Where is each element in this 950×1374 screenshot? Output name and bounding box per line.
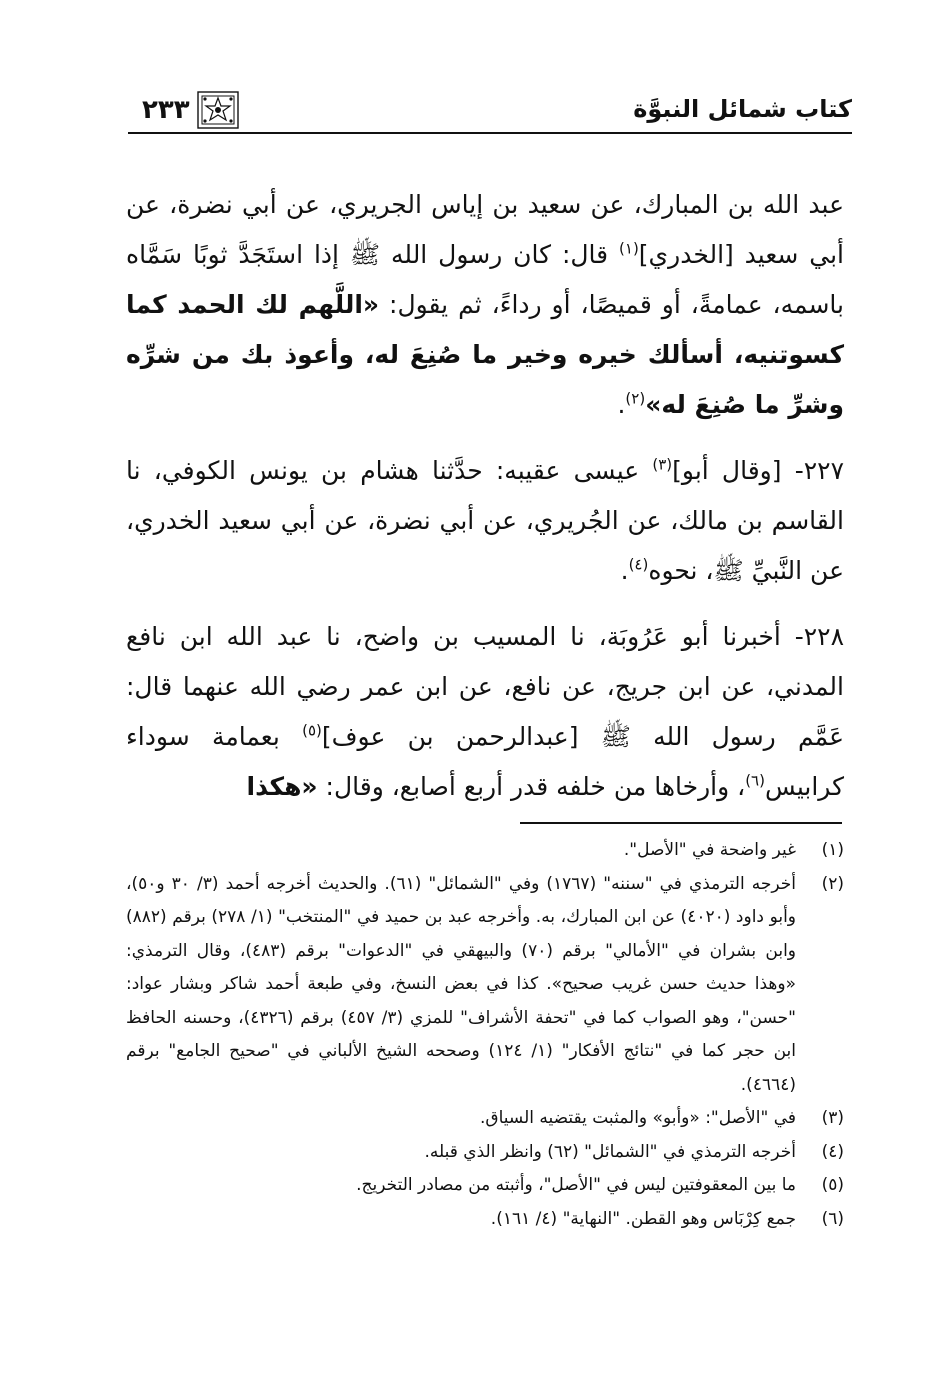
hadith-228 — [126, 612, 844, 812]
footnote-marker: (٢) — [821, 873, 844, 894]
footnote-ref[interactable]: (٤) — [628, 555, 649, 574]
footnote-text: أخرجه الترمذي في "الشمائل" (٦٢) وانظر الذي قبله. — [424, 1141, 796, 1162]
footnote-marker: (٥) — [821, 1175, 844, 1195]
footnote-divider — [520, 822, 842, 824]
footnote-ref[interactable]: (٣) — [652, 455, 673, 474]
header-divider — [128, 132, 852, 134]
text-run: . — [620, 556, 629, 585]
hadith-227 — [126, 446, 844, 596]
text-run: عيسى عقيبه: حدَّثنا هشام بن يونس الكوفي، نا القاسم بن مالك، عن الجُريري، عن أبي نضرة، عن أبي سعيد الخدري، عن النَّبيِّ ﷺ، نحوه — [126, 456, 844, 585]
footnote-ref[interactable]: (٥) — [302, 721, 322, 740]
running-title: كتاب شمائل النبوَّة — [633, 95, 852, 123]
page-number: ٢٣٣ — [142, 95, 190, 125]
footnote-marker: (٣) — [821, 1108, 844, 1128]
text-run: قال: كان رسول الله ﷺ إذا استَجَدَّ ثوبًا سَمَّاه باسمه، عمامةً، أو قميصًا، أو رداءً، ثم يقول: — [126, 240, 845, 319]
footnote-marker: (٦) — [821, 1208, 844, 1229]
text-run: بعمامة سوداء كرابيس — [126, 722, 844, 801]
main-text — [126, 180, 844, 828]
footnote-text: في "الأصل": «وأبو» والمثبت يقتضيه السياق. — [480, 1108, 796, 1128]
footnote-text: غير واضحة في "الأصل". — [623, 840, 796, 860]
footnote-ref[interactable]: (٢) — [625, 389, 646, 408]
footnote-item — [126, 868, 844, 1103]
footnote-item — [126, 1169, 844, 1203]
supplication-text: «اللَّهم لك الحمد كما كسوتنيه، أسألك خيره وخير ما صُنِعَ له، وأعوذ بك من شرِّه وشرِّ ما صُنِعَ له» — [126, 290, 844, 419]
page-header — [128, 84, 852, 134]
ornament-icon — [196, 90, 240, 130]
footnote-item — [126, 1102, 844, 1136]
hadith-number: ٢٢٨- — [780, 622, 845, 651]
footnotes — [126, 834, 844, 1236]
footnote-text: جمع كِرْبَاس وهو القطن. "النهاية" (٤/ ١٦١). — [490, 1208, 796, 1229]
text-run: . — [617, 390, 626, 419]
footnote-ref[interactable]: (١) — [619, 239, 639, 258]
text-run: أخبرنا أبو عَرُوبَة، نا المسيب بن واضح، نا عبد الله ابن نافع المدني، عن ابن جريج، عن نافع، عن ابن عمر رضي الله عنهما قال: عَمَّم رسول الله ﷺ [عبدالرحمن بن عوف] — [126, 622, 844, 751]
footnote-text: ما بين المعقوفتين ليس في "الأصل"، وأثبته من مصادر التخريج. — [356, 1175, 796, 1195]
footnote-item — [126, 1136, 844, 1170]
footnote-ref[interactable]: (٦) — [745, 771, 765, 790]
hadith-number: ٢٢٧- — [781, 456, 845, 485]
footnote-item — [126, 1203, 844, 1237]
footnote-text: أخرجه الترمذي في "سننه" (١٧٦٧) وفي "الشمائل" (٦١). والحديث أخرجه أحمد (٣/ ٣٠ و٥٠)، وأبو داود (٤٠٢٠) عن ابن المبارك، به. وأخرجه عبد بن حميد في "المنتخب" (١/ ٢٧٨) برقم (٨٨٢) وابن بشران في "الأمالي" برقم (٧٠) والبيهقي في "الدعوات" برقم (٤٨٣)، وقال الترمذي: «وهذا حديث حسن غريب صحيح». كذا في بعض النسخ، وفي طبعة أحمد شاكر وبشار عواد: "حسن"، وهو الصواب كما في "تحفة الأشراف" للمزي (٣/ ٤٥٧) برقم (٤٣٢٦)، وحسنه الحافظ ابن حجر كما في "نتائج الأفكار" (١/ ١٢٤) وصححه الشيخ الألباني في "صحيح الجامع" برقم (٤٦٦٤). — [126, 873, 797, 1095]
footnote-marker: (٤) — [821, 1141, 844, 1162]
text-run: [وقال أبو] — [672, 456, 782, 485]
footnote-marker: (١) — [821, 840, 844, 860]
page-number-block — [142, 90, 240, 130]
text-run: عبد الله بن المبارك، عن سعيد بن إياس الجريري، عن أبي نضرة، عن أبي سعيد [الخدري] — [126, 190, 844, 269]
paragraph-continuation — [126, 180, 844, 430]
text-run: ، وأرخاها من خلفه قدر أربع أصابع، وقال: — [317, 772, 746, 801]
footnote-item — [126, 834, 844, 868]
quote-start: «هكذا — [246, 772, 318, 801]
